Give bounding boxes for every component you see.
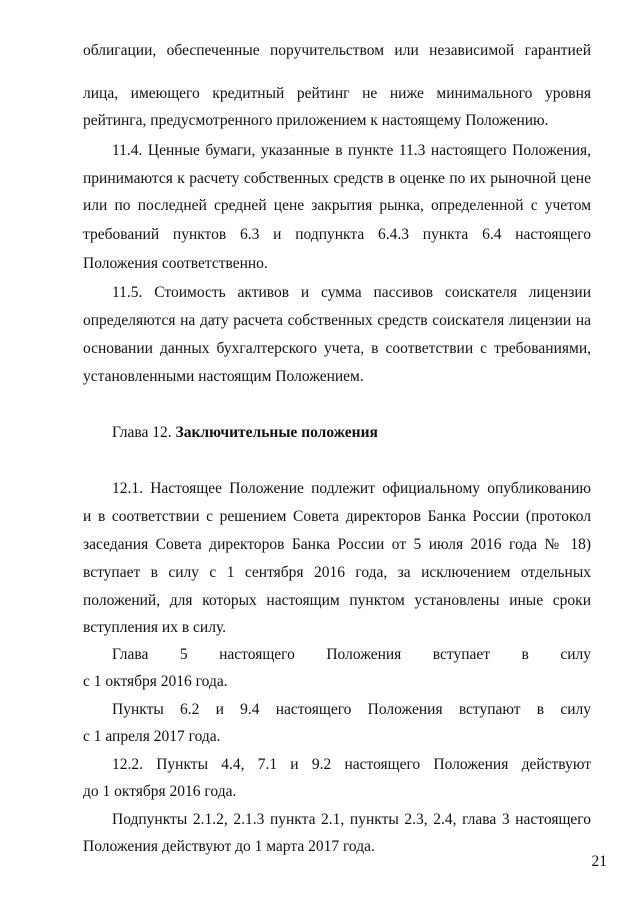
- chapter-prefix: Глава 12.: [112, 424, 176, 441]
- paragraph-line: или по последней средней цене закрытия рынка, определенной с учетом: [83, 197, 591, 214]
- paragraph-line: 12.2. Пункты 4.4, 7.1 и 9.2 настоящего Положения действуют: [112, 756, 591, 773]
- paragraph-line: положений, для которых настоящим пунктом установлены иные сроки: [83, 592, 591, 609]
- paragraph-line: облигации, обеспеченные поручительством или независимой гарантией: [83, 42, 591, 59]
- paragraph-line: 12.1. Настоящее Положение подлежит официальному опубликованию: [112, 480, 591, 497]
- paragraph-line: определяются на дату расчета собственных средств соискателя лицензии на: [83, 312, 591, 329]
- paragraph-line: Положения действуют до 1 марта 2017 года.: [83, 838, 375, 855]
- paragraph-line: рейтинга, предусмотренного приложением к настоящему Положению.: [83, 112, 549, 129]
- paragraph-line: принимаются к расчету собственных средств в оценке по их рыночной цене: [83, 170, 591, 187]
- page-number: 21: [591, 853, 607, 870]
- paragraph-line: основании данных бухгалтерского учета, в соответствии с требованиями,: [83, 340, 591, 357]
- paragraph-line: Подпункты 2.1.2, 2.1.3 пункта 2.1, пункты 2.3, 2.4, глава 3 настоящего: [112, 811, 591, 828]
- paragraph-line: до 1 октября 2016 года.: [83, 783, 237, 800]
- paragraph-line: требований пунктов 6.3 и подпункта 6.4.3 пункта 6.4 настоящего: [83, 226, 591, 243]
- paragraph-line: 11.4. Ценные бумаги, указанные в пункте 11.3 настоящего Положения,: [112, 142, 591, 159]
- paragraph-line: лица, имеющего кредитный рейтинг не ниже минимального уровня: [83, 85, 591, 102]
- paragraph-line: вступает в силу с 1 сентября 2016 года, за исключением отдельных: [83, 564, 591, 581]
- paragraph-line: вступления их в силу.: [83, 619, 227, 636]
- paragraph-line: Пункты 6.2 и 9.4 настоящего Положения вступают в силу: [112, 701, 591, 718]
- paragraph-line: Положения соответственно.: [83, 255, 268, 272]
- paragraph-line: и в соответствии с решением Совета директоров Банка России (протокол: [83, 508, 591, 525]
- paragraph-line: с 1 апреля 2017 года.: [83, 728, 221, 745]
- chapter-heading: [112, 423, 378, 443]
- chapter-title: Заключительные положения: [175, 424, 378, 441]
- paragraph-line: Глава 5 настоящего Положения вступает в силу: [112, 646, 591, 663]
- paragraph-line: 11.5. Стоимость активов и сумма пассивов соискателя лицензии: [112, 284, 591, 301]
- paragraph-line: установленными настоящим Положением.: [83, 368, 364, 385]
- paragraph-line: заседания Совета директоров Банка России от 5 июля 2016 года № 18): [83, 536, 591, 553]
- paragraph-line: с 1 октября 2016 года.: [83, 673, 228, 690]
